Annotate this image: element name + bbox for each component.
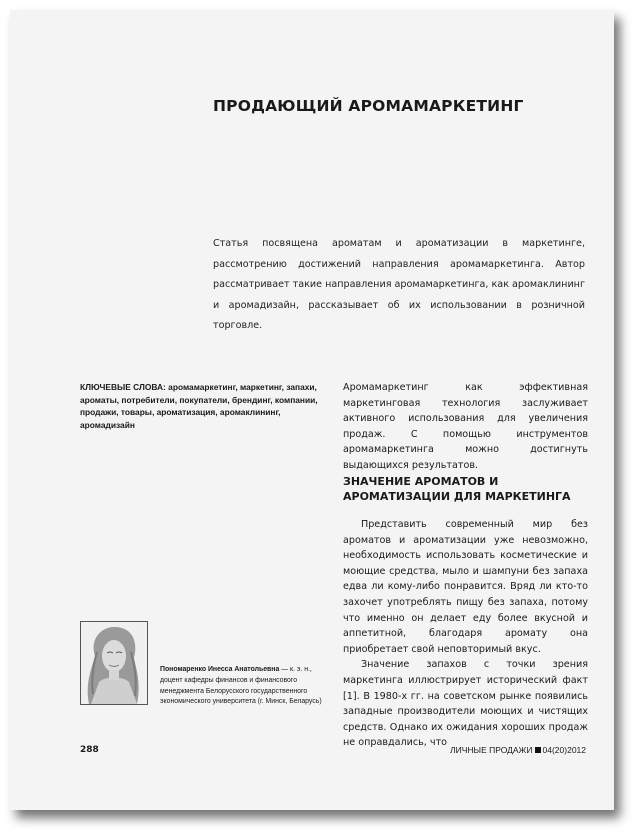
author-info xyxy=(160,665,328,708)
author-bio: — к. э. н., доцент кафедры финансов и финансового менеджмента Белорусского государственного экономического университета (г. Минск, Беларусь) xyxy=(160,666,322,706)
section-heading: ЗНАЧЕНИЕ АРОМАТОВ И АРОМАТИЗАЦИИ ДЛЯ МАРКЕТИНГА xyxy=(343,475,571,503)
keywords-label: КЛЮЧЕВЫЕ СЛОВА: xyxy=(80,382,166,392)
author-name: Пономаренко Инесса Анатольевна xyxy=(160,666,280,673)
article-abstract: Статья посвящена ароматам и ароматизации в маркетинге, рассмотрению достижений направления аромамаркетинга. Автор рассматривает такие направления аромамаркетинга, как аромаклининг и аромадизайн, рассказывает об их использовании в розничной торговле. xyxy=(213,238,585,331)
issue-number: 04(20)2012 xyxy=(542,745,586,755)
body-paragraph: Значение запахов с точки зрения маркетинга иллюстрирует исторический факт [1]. В 1980-х гг. на советском рынке появились западные производители моющих и чистящих средств. Однако их ожидания хороших продаж не оправдались, что xyxy=(343,659,588,749)
page-number: 288 xyxy=(80,745,99,755)
journal-name: ЛИЧНЫЕ ПРОДАЖИ xyxy=(450,745,533,755)
article-title: ПРОДАЮЩИЙ АРОМАМАРКЕТИНГ xyxy=(213,97,524,115)
section-body xyxy=(343,517,588,751)
lead-paragraph: Аромамаркетинг как эффективная маркетинговая технология заслуживает активного использования для увеличения продаж. С помощью инструментов аромамаркетинга можно достигнуть выдающихся результатов. xyxy=(343,382,588,471)
keywords-text: аромамаркетинг, маркетинг, запахи, ароматы, потребители, покупатели, брендинг, компании, продажи, товары, ароматизация, аромаклининг, аромадизайн xyxy=(80,382,318,430)
square-separator-icon xyxy=(535,747,541,753)
running-footer xyxy=(450,745,586,755)
author-portrait-image xyxy=(81,622,147,704)
keywords-block xyxy=(80,381,322,431)
body-paragraph: Представить современный мир без ароматов и ароматизации уже невозможно, необходимость использовать косметические и моющие средства, мыло и шампуни без запаха едва ли кому-либо понравится. Вряд ли кто-то захочет употреблять пищу без запаха, потому что именно он делает еду более вкусной и аппетитной, благодаря аромату она приобретает свой неповторимый вкус. xyxy=(343,519,588,655)
author-photo xyxy=(80,621,148,705)
